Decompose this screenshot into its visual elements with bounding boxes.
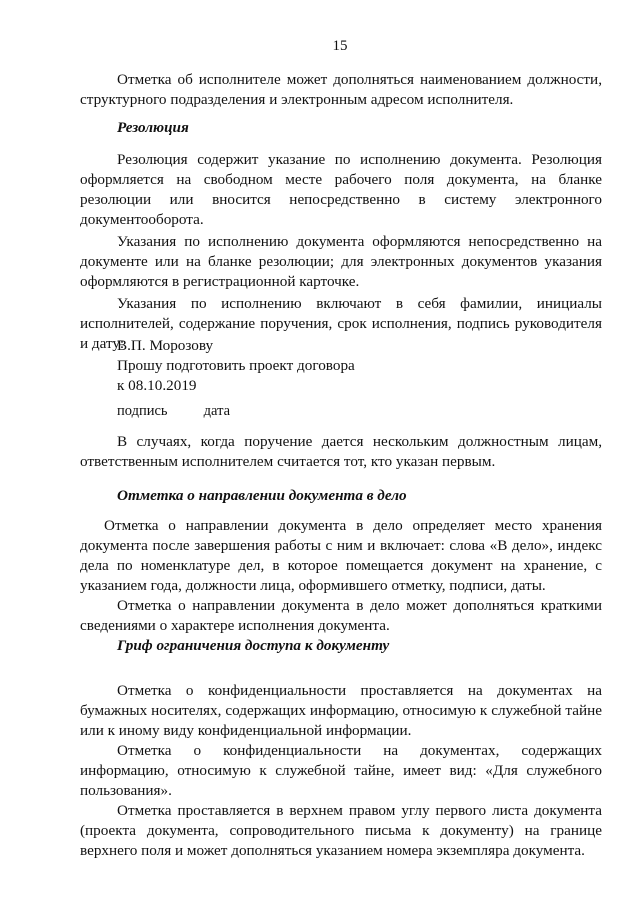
resolution-closing	[80, 432, 602, 472]
access-heading: Гриф ограничения доступа к документу	[117, 637, 390, 654]
resolution-paragraph-2: Указания по исполнению документа оформляются непосредственно на документе или на бланке резолюции; для электронных документов указания оформляются в регистрационной карточке.	[80, 233, 602, 290]
resolution-example	[117, 336, 597, 396]
intro-paragraph: Отметка об исполнителе может дополняться наименованием должности, структурного подразделения и электронным адресом исполнителя.	[80, 71, 602, 108]
access-paragraph-2: Отметка о конфиденциальности на документах, содержащих информацию, относимую к служебной тайне, имеет вид: «Для служебного пользования».	[80, 742, 602, 799]
resolution-body	[80, 150, 602, 354]
resolution-paragraph-3: Указания по исполнению включают в себя фамилии, инициалы исполнителей, содержание поручения, срок исполнения, подпись руководителя и дату:	[80, 295, 602, 352]
page-number: 15	[332, 38, 348, 54]
signature-label: подпись	[117, 403, 168, 419]
access-section	[80, 636, 602, 656]
resolution-paragraph-4: В случаях, когда поручение дается нескольким должностным лицам, ответственным исполнителем считается тот, кто указан первым.	[80, 433, 602, 470]
signature-row	[117, 401, 597, 421]
to-file-heading: Отметка о направлении документа в дело	[117, 487, 407, 504]
to-file-paragraph-1: Отметка о направлении документа в дело определяет место хранения документа после завершения работы с ним и включает: слова «В дело», индекс дела по номенклатуре дел, в которое помещается документ на хранение, с указанием года, должности лица, оформившего отметку, подписи, даты.	[80, 517, 602, 594]
to-file-paragraph-2: Отметка о направлении документа в дело может дополняться краткими сведениями о характере исполнения документа.	[80, 597, 602, 634]
to-file-section	[80, 486, 602, 506]
intro-section	[80, 70, 602, 110]
example-deadline: к 08.10.2019	[117, 377, 197, 394]
resolution-heading: Резолюция	[117, 119, 189, 136]
resolution-section	[80, 118, 602, 138]
example-addressee: В.П. Морозову	[117, 337, 214, 354]
date-label: дата	[203, 403, 231, 419]
resolution-paragraph-1: Резолюция содержит указание по исполнению документа. Резолюция оформляется на свободном месте рабочего поля документа, на бланке резолюции или вносится непосредственно в систему электронного документооборота.	[80, 151, 602, 228]
example-instruction: Прошу подготовить проект договора	[117, 357, 355, 374]
access-paragraph-1: Отметка о конфиденциальности проставляется на документах на бумажных носителях, содержащих информацию, относимую к служебной тайне или к иному виду конфиденциальной информации.	[80, 682, 602, 739]
access-body	[80, 681, 602, 861]
access-paragraph-3: Отметка проставляется в верхнем правом углу первого листа документа (проекта документа, сопроводительного письма к документу) на границе верхнего поля и может дополняться указанием номера экземпляра документа.	[80, 802, 602, 859]
to-file-body	[80, 516, 602, 636]
